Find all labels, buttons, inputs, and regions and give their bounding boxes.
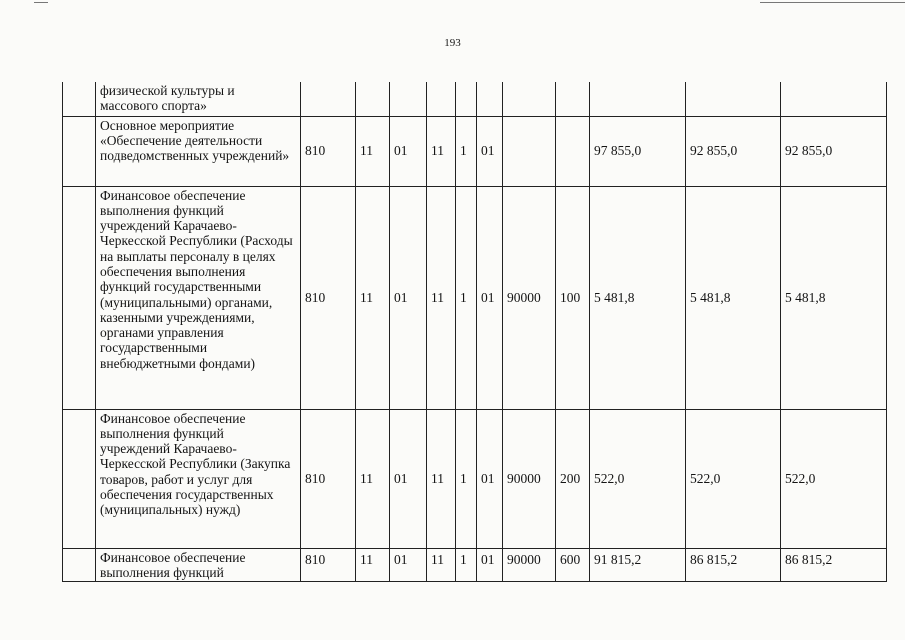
row-number-cell xyxy=(63,116,96,186)
subsection-code-cell: 01 xyxy=(390,409,427,548)
table-row xyxy=(63,116,887,186)
subprogram-code-cell: 1 xyxy=(456,548,477,581)
page-number: 193 xyxy=(444,37,461,49)
sum-year-1-cell: 5 481,8 xyxy=(590,186,686,409)
row-number-cell xyxy=(63,186,96,409)
subsection-code-cell xyxy=(390,82,427,116)
sum-year-2-cell: 92 855,0 xyxy=(686,116,781,186)
sum-year-1-cell xyxy=(590,82,686,116)
admin-code-cell: 810 xyxy=(301,186,356,409)
row-number-cell xyxy=(63,548,96,581)
scan-edge-line-left xyxy=(34,2,48,3)
sum-year-3-cell: 522,0 xyxy=(781,409,887,548)
program-code-cell: 11 xyxy=(427,409,456,548)
item-name-cell: Финансовое обеспечение выполнения функций xyxy=(96,548,301,581)
expense-type-code-cell xyxy=(556,116,590,186)
expense-type-code-cell xyxy=(556,82,590,116)
item-name-cell: Основное мероприятие «Обеспечение деятельности подведомственных учреждений» xyxy=(96,116,301,186)
program-code-cell: 11 xyxy=(427,116,456,186)
sum-year-3-cell: 5 481,8 xyxy=(781,186,887,409)
sum-year-3-cell: 92 855,0 xyxy=(781,116,887,186)
expense-type-code-cell: 100 xyxy=(556,186,590,409)
section-code-cell: 11 xyxy=(356,116,390,186)
sum-year-1-cell: 522,0 xyxy=(590,409,686,548)
section-code-cell: 11 xyxy=(356,409,390,548)
admin-code-cell: 810 xyxy=(301,548,356,581)
admin-code-cell xyxy=(301,82,356,116)
subprogram-code-cell xyxy=(456,82,477,116)
sum-year-1-cell: 91 815,2 xyxy=(590,548,686,581)
event-code-cell: 01 xyxy=(477,548,503,581)
subsection-code-cell: 01 xyxy=(390,186,427,409)
event-code-cell: 01 xyxy=(477,186,503,409)
sum-year-2-cell xyxy=(686,82,781,116)
table-row xyxy=(63,548,887,581)
subsection-code-cell: 01 xyxy=(390,116,427,186)
event-code-cell: 01 xyxy=(477,116,503,186)
sum-year-2-cell: 5 481,8 xyxy=(686,186,781,409)
section-code-cell: 11 xyxy=(356,186,390,409)
sum-year-3-cell xyxy=(781,82,887,116)
direction-code-cell xyxy=(503,116,556,186)
item-name-cell: Финансовое обеспечение выполнения функций учреждений Карачаево-Черкесской Республики (Закупка товаров, работ и услуг для обеспечения государственных (муниципальных) нужд) xyxy=(96,409,301,548)
table-row xyxy=(63,186,887,409)
sum-year-3-cell: 86 815,2 xyxy=(781,548,887,581)
sum-year-1-cell: 97 855,0 xyxy=(590,116,686,186)
direction-code-cell: 90000 xyxy=(503,409,556,548)
admin-code-cell: 810 xyxy=(301,409,356,548)
subprogram-code-cell: 1 xyxy=(456,186,477,409)
event-code-cell xyxy=(477,82,503,116)
row-number-cell xyxy=(63,82,96,116)
program-code-cell xyxy=(427,82,456,116)
expense-type-code-cell: 600 xyxy=(556,548,590,581)
admin-code-cell: 810 xyxy=(301,116,356,186)
section-code-cell: 11 xyxy=(356,548,390,581)
scan-edge-line-right xyxy=(760,2,905,3)
direction-code-cell: 90000 xyxy=(503,186,556,409)
sum-year-2-cell: 522,0 xyxy=(686,409,781,548)
sum-year-2-cell: 86 815,2 xyxy=(686,548,781,581)
item-name-cell: физической культуры и массового спорта» xyxy=(96,82,301,116)
table-row xyxy=(63,82,887,116)
direction-code-cell xyxy=(503,82,556,116)
item-name-cell: Финансовое обеспечение выполнения функций учреждений Карачаево-Черкесской Республики (Расходы на выплаты персоналу в целях обеспечения выполнения функций государственными (муниципальными) органами, казенными учреждениями, органами управления государственными внебюджетными фондами) xyxy=(96,186,301,409)
program-code-cell: 11 xyxy=(427,186,456,409)
subprogram-code-cell: 1 xyxy=(456,116,477,186)
subsection-code-cell: 01 xyxy=(390,548,427,581)
event-code-cell: 01 xyxy=(477,409,503,548)
subprogram-code-cell: 1 xyxy=(456,409,477,548)
expense-type-code-cell: 200 xyxy=(556,409,590,548)
row-number-cell xyxy=(63,409,96,548)
budget-table xyxy=(62,82,887,582)
direction-code-cell: 90000 xyxy=(503,548,556,581)
section-code-cell xyxy=(356,82,390,116)
table-row xyxy=(63,409,887,548)
program-code-cell: 11 xyxy=(427,548,456,581)
